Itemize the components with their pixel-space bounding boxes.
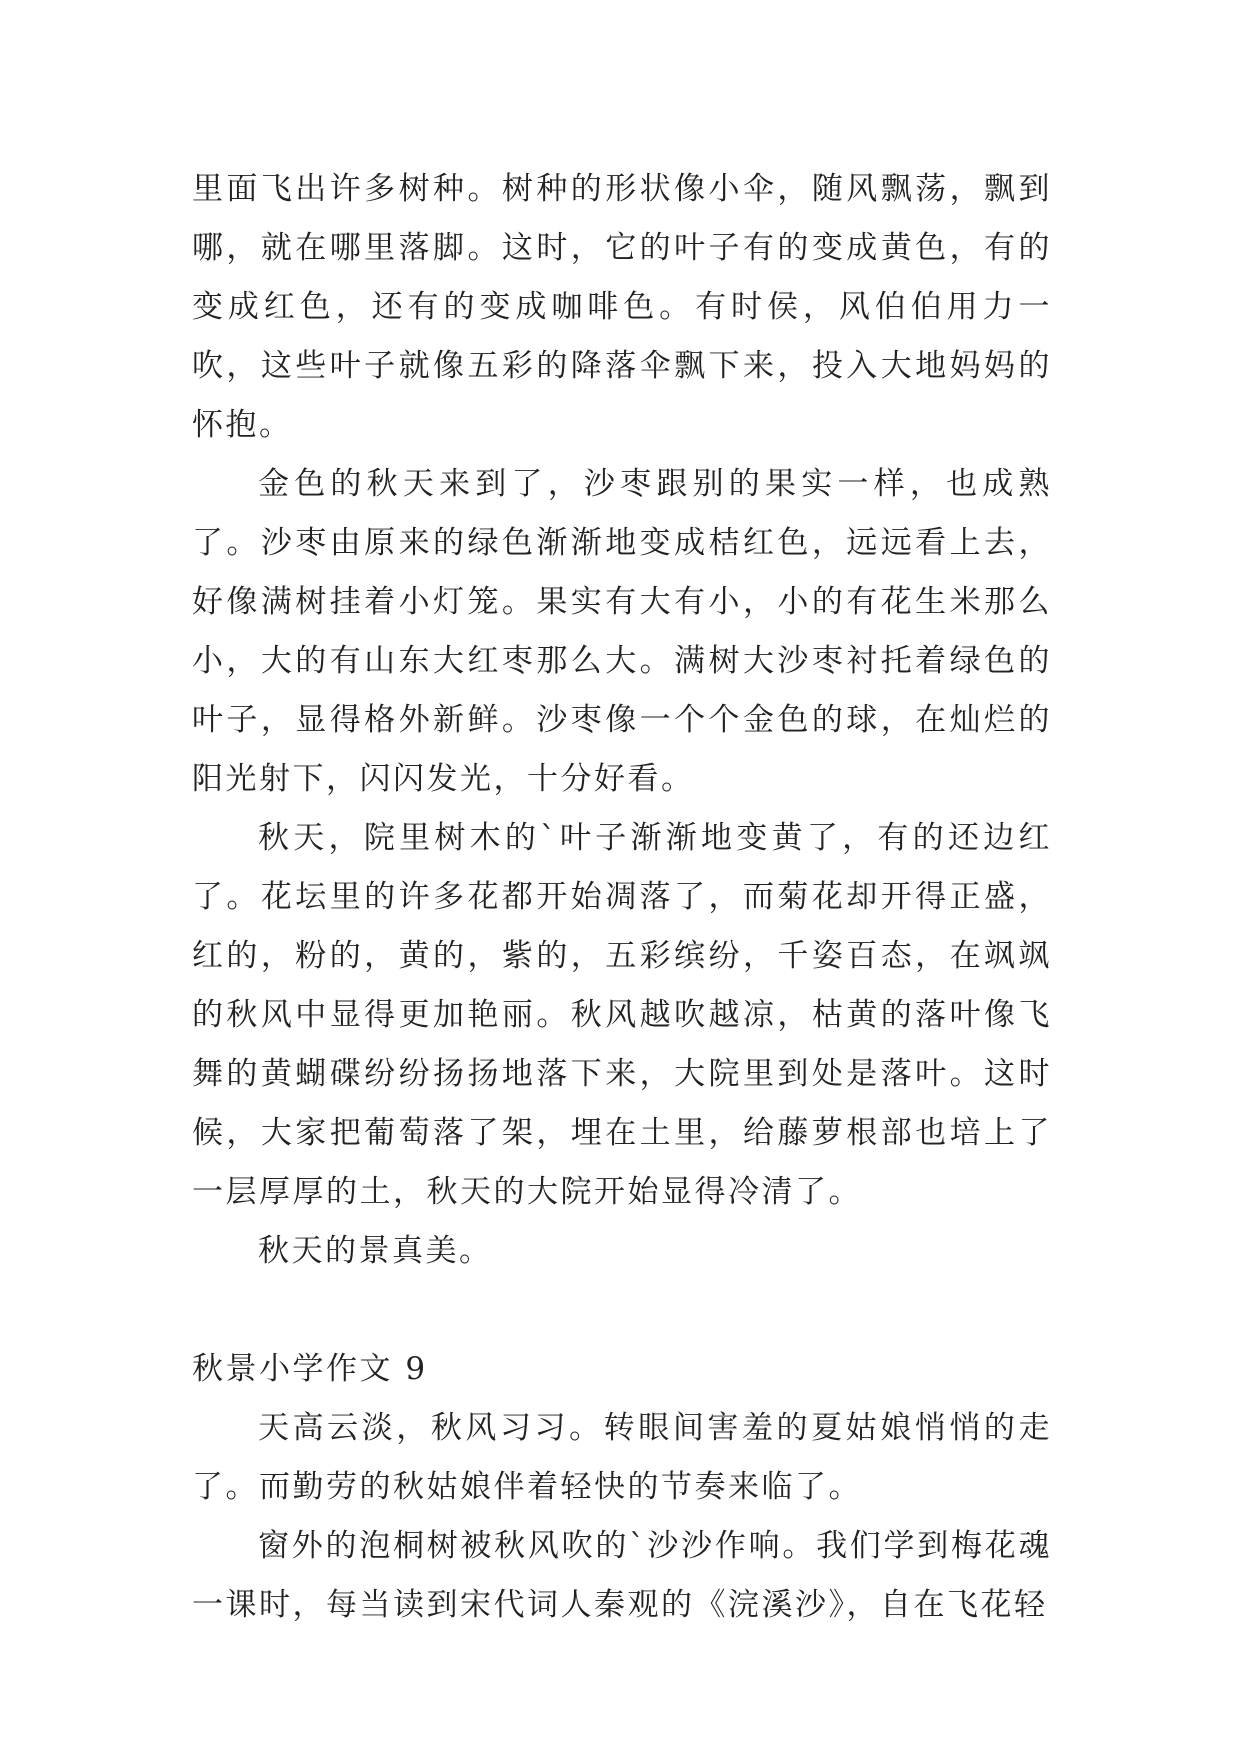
paragraph-closing: 秋天的景真美。 [258, 1233, 493, 1269]
section-title: 秋景小学作文 9 [192, 1351, 428, 1387]
paragraph-courtyard: 秋天，院里树木的`叶子渐渐地变黄了，有的还边红了。花坛里的许多花都开始凋落了，而菊花却开得正盛，红的，粉的，黄的，紫的，五彩缤纷，千姿百态，在飒飒的秋风中显得更加艳丽。秋风越吹越凉，枯黄的落叶像飞舞的黄蝴碟纷纷扬扬地落下来，大院里到处是落叶。这时候，大家把葡萄落了架，埋在土里，给藤萝根部也培上了一层厚厚的土，秋天的大院开始显得冷清了。 [192, 820, 1052, 1210]
paragraph-continued: 里面飞出许多树种。树种的形状像小伞，随风飘荡，飘到哪，就在哪里落脚。这时，它的叶子有的变成黄色，有的变成红色，还有的变成咖啡色。有时侯，风伯伯用力一吹，这些叶子就像五彩的降落伞飘下来，投入大地妈妈的怀抱。 [192, 171, 1052, 443]
paragraph-shazao: 金色的秋天来到了，沙枣跟别的果实一样，也成熟了。沙枣由原来的绿色渐渐地变成桔红色，远远看上去，好像满树挂着小灯笼。果实有大有小，小的有花生米那么小，大的有山东大红枣那么大。满树大沙枣衬托着绿色的叶子，显得格外新鲜。沙枣像一个个金色的球，在灿烂的阳光射下，闪闪发光，十分好看。 [192, 466, 1052, 797]
paragraph-window: 窗外的泡桐树被秋风吹的`沙沙作响。我们学到梅花魂一课时，每当读到宋代词人秦观的《浣溪沙》，自在飞花轻 [192, 1528, 1052, 1623]
document-body [192, 160, 1052, 1635]
section-spacer [192, 1281, 1052, 1340]
paragraph-intro: 天高云淡，秋风习习。转眼间害羞的夏姑娘悄悄的走了。而勤劳的秋姑娘伴着轻快的节奏来临了。 [192, 1410, 1052, 1505]
